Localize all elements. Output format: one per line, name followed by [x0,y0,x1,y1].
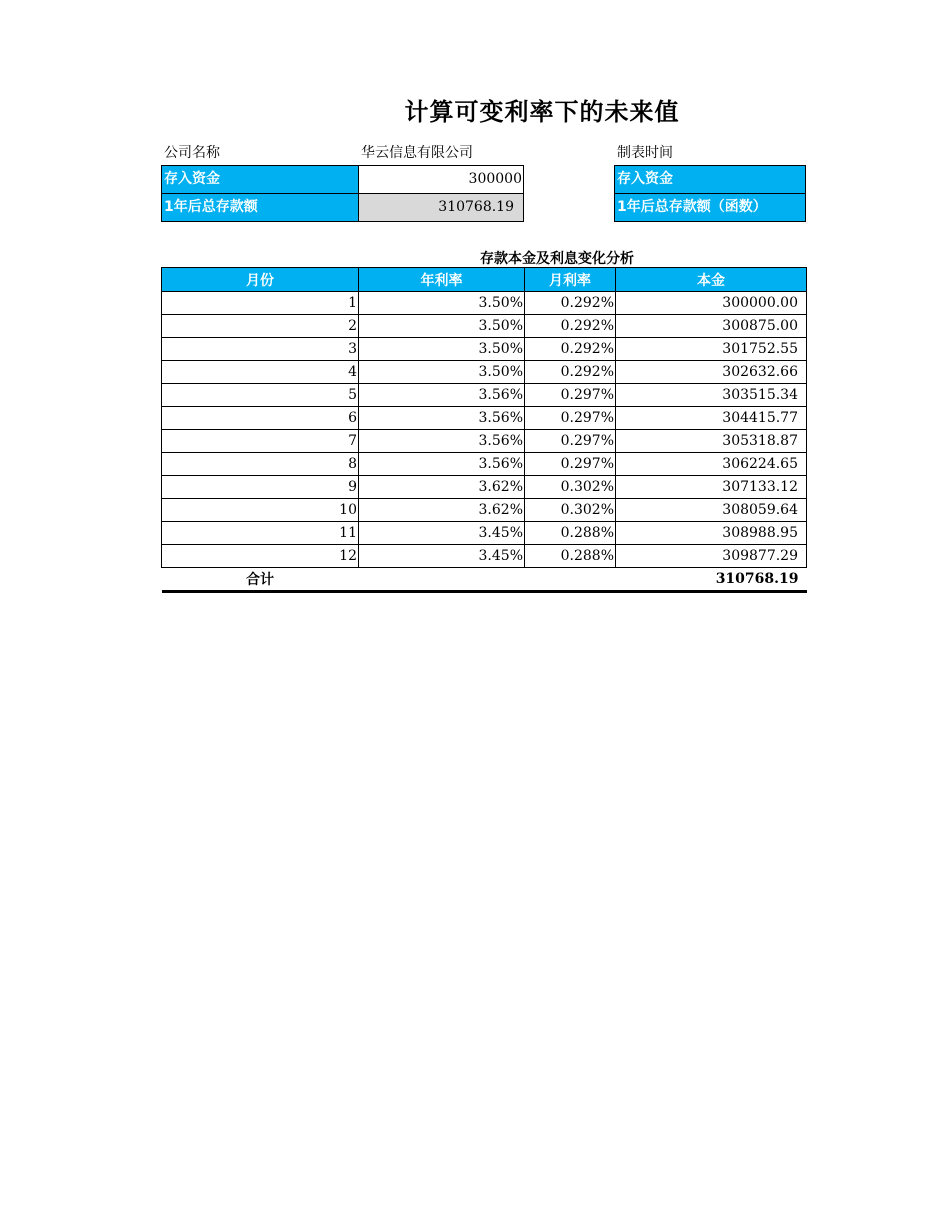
principal-cell[interactable]: 303515.34 [616,384,807,407]
annual-rate-cell[interactable]: 3.50% [359,361,525,384]
annual-rate-cell[interactable]: 3.56% [359,384,525,407]
table-row [162,338,807,361]
monthly-rate-cell[interactable]: 0.292% [525,338,616,361]
principal-cell[interactable]: 305318.87 [616,430,807,453]
table-row [162,499,807,522]
annual-rate-cell[interactable]: 3.56% [359,407,525,430]
annual-rate-cell[interactable]: 3.45% [359,522,525,545]
table-header-row [162,268,807,292]
principal-cell[interactable]: 306224.65 [616,453,807,476]
column-header-month: 月份 [162,268,359,292]
date-label: 制表时间 [617,145,673,161]
month-cell[interactable]: 4 [162,361,359,384]
month-cell[interactable]: 2 [162,315,359,338]
principal-cell[interactable]: 308988.95 [616,522,807,545]
principal-cell[interactable]: 302632.66 [616,361,807,384]
month-cell[interactable]: 12 [162,545,359,568]
monthly-rate-cell[interactable]: 0.292% [525,292,616,315]
monthly-rate-cell[interactable]: 0.302% [525,499,616,522]
monthly-rate-cell[interactable]: 0.297% [525,430,616,453]
principal-cell[interactable]: 301752.55 [616,338,807,361]
annual-rate-cell[interactable]: 3.50% [359,338,525,361]
page-title: 计算可变利率下的未来值 [404,98,680,126]
monthly-rate-cell[interactable]: 0.297% [525,453,616,476]
month-cell[interactable]: 6 [162,407,359,430]
annual-rate-cell[interactable]: 3.50% [359,315,525,338]
table-row [162,453,807,476]
table-row [162,384,807,407]
annual-rate-cell[interactable]: 3.50% [359,292,525,315]
annual-rate-cell[interactable]: 3.56% [359,453,525,476]
principal-cell[interactable]: 300875.00 [616,315,807,338]
month-cell[interactable]: 8 [162,453,359,476]
table-row [162,407,807,430]
column-header-annual-rate: 年利率 [359,268,525,292]
column-header-monthly-rate: 月利率 [525,268,616,292]
principal-cell[interactable]: 308059.64 [616,499,807,522]
analysis-table [161,267,807,593]
total-label-right-cell: 1年后总存款额（函数） [614,193,806,222]
table-row [162,476,807,499]
principal-cell[interactable]: 300000.00 [616,292,807,315]
total-value-cell[interactable]: 310768.19 [358,193,524,222]
table-row [162,292,807,315]
company-value[interactable]: 华云信息有限公司 [361,145,473,161]
annual-rate-cell[interactable]: 3.62% [359,476,525,499]
table-row [162,430,807,453]
column-header-principal: 本金 [616,268,807,292]
total-label-cell: 1年后总存款额 [161,193,359,222]
table-row [162,361,807,384]
month-cell[interactable]: 9 [162,476,359,499]
month-cell[interactable]: 5 [162,384,359,407]
total-value[interactable]: 310768.19 [616,568,807,592]
monthly-rate-cell[interactable]: 0.297% [525,384,616,407]
annual-rate-cell[interactable]: 3.56% [359,430,525,453]
monthly-rate-cell[interactable]: 0.297% [525,407,616,430]
deposit-value-cell[interactable]: 300000 [358,165,524,194]
table-row [162,522,807,545]
month-cell[interactable]: 1 [162,292,359,315]
month-cell[interactable]: 10 [162,499,359,522]
month-cell[interactable]: 11 [162,522,359,545]
monthly-rate-cell[interactable]: 0.302% [525,476,616,499]
monthly-rate-cell[interactable]: 0.292% [525,361,616,384]
table-row [162,315,807,338]
month-cell[interactable]: 3 [162,338,359,361]
principal-cell[interactable]: 304415.77 [616,407,807,430]
analysis-subtitle: 存款本金及利息变化分析 [480,251,634,267]
total-label: 合计 [162,568,359,592]
monthly-rate-cell[interactable]: 0.288% [525,522,616,545]
annual-rate-cell[interactable]: 3.62% [359,499,525,522]
monthly-rate-cell[interactable]: 0.288% [525,545,616,568]
deposit-label-right-cell: 存入资金 [614,165,806,194]
monthly-rate-cell[interactable]: 0.292% [525,315,616,338]
deposit-label-cell: 存入资金 [161,165,359,194]
month-cell[interactable]: 7 [162,430,359,453]
annual-rate-cell[interactable]: 3.45% [359,545,525,568]
table-row [162,545,807,568]
principal-cell[interactable]: 309877.29 [616,545,807,568]
total-row [162,568,807,592]
principal-cell[interactable]: 307133.12 [616,476,807,499]
company-label: 公司名称 [164,145,220,161]
